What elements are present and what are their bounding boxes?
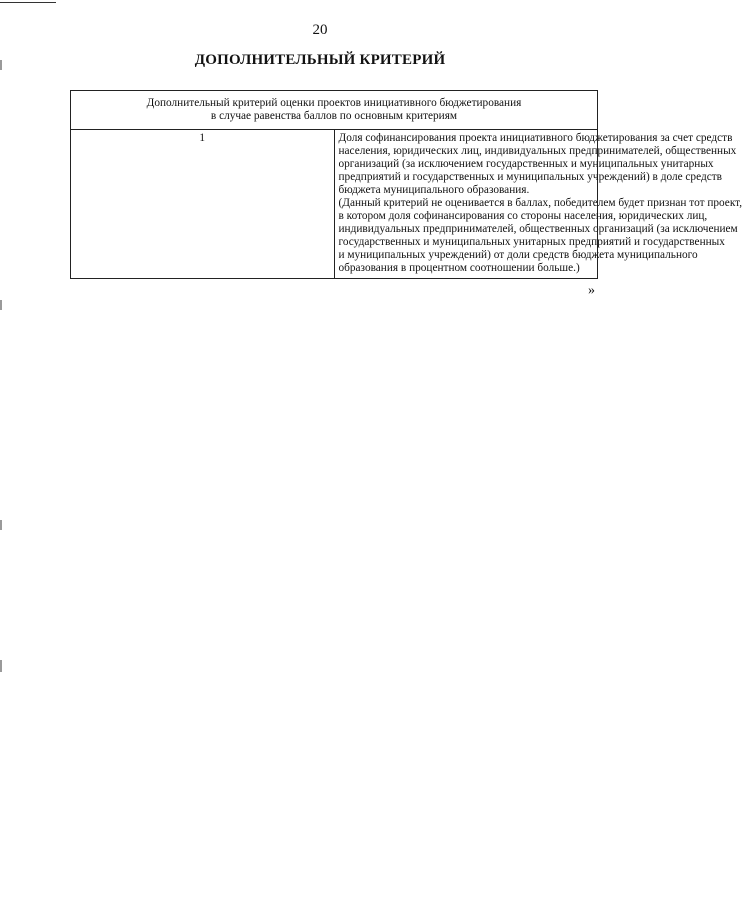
criterion-line: Доля софинансирования проекта инициативного бюджетирования за счет средств xyxy=(338,132,733,144)
table-header-line: Дополнительный критерий оценки проектов инициативного бюджетирования xyxy=(146,97,522,109)
criterion-text xyxy=(334,130,742,279)
criterion-line: предприятий и государственных и муниципальных учреждений) в доле средств xyxy=(338,171,722,183)
row-number: 1 xyxy=(71,130,335,279)
criterion-line: государственных и муниципальных унитарных предприятий и государственных xyxy=(338,236,725,248)
closing-quote: » xyxy=(588,283,595,298)
criterion-line: индивидуальных предпринимателей, общественных организаций (за исключением xyxy=(338,223,738,235)
scan-edge-mark xyxy=(0,300,2,310)
scan-edge-mark xyxy=(0,520,2,530)
scan-edge-mark xyxy=(0,660,2,672)
table-header-row xyxy=(71,91,598,130)
criterion-line: (Данный критерий не оценивается в баллах, победителем будет признан тот проект, xyxy=(338,197,742,209)
page-title: ДОПОЛНИТЕЛЬНЫЙ КРИТЕРИЙ xyxy=(194,52,446,68)
table-row xyxy=(71,130,598,279)
criterion-line: и муниципальных учреждений) от доли средств бюджета муниципального xyxy=(338,249,698,261)
criterion-line: организаций (за исключением государственных и муниципальных унитарных xyxy=(338,158,714,170)
table-header-cell xyxy=(71,91,598,130)
criteria-table xyxy=(70,90,742,279)
table-header-line: в случае равенства баллов по основным критериям xyxy=(210,110,458,122)
scan-edge-mark xyxy=(0,2,56,3)
criterion-line: в котором доля софинансирования со стороны населения, юридических лиц, xyxy=(338,210,708,222)
criterion-line: населения, юридических лиц, индивидуальных предпринимателей, общественных xyxy=(338,145,737,157)
page-number: 20 xyxy=(312,22,328,38)
criterion-line: бюджета муниципального образования. xyxy=(338,184,530,196)
criterion-line: образования в процентном соотношении больше.) xyxy=(338,262,580,274)
